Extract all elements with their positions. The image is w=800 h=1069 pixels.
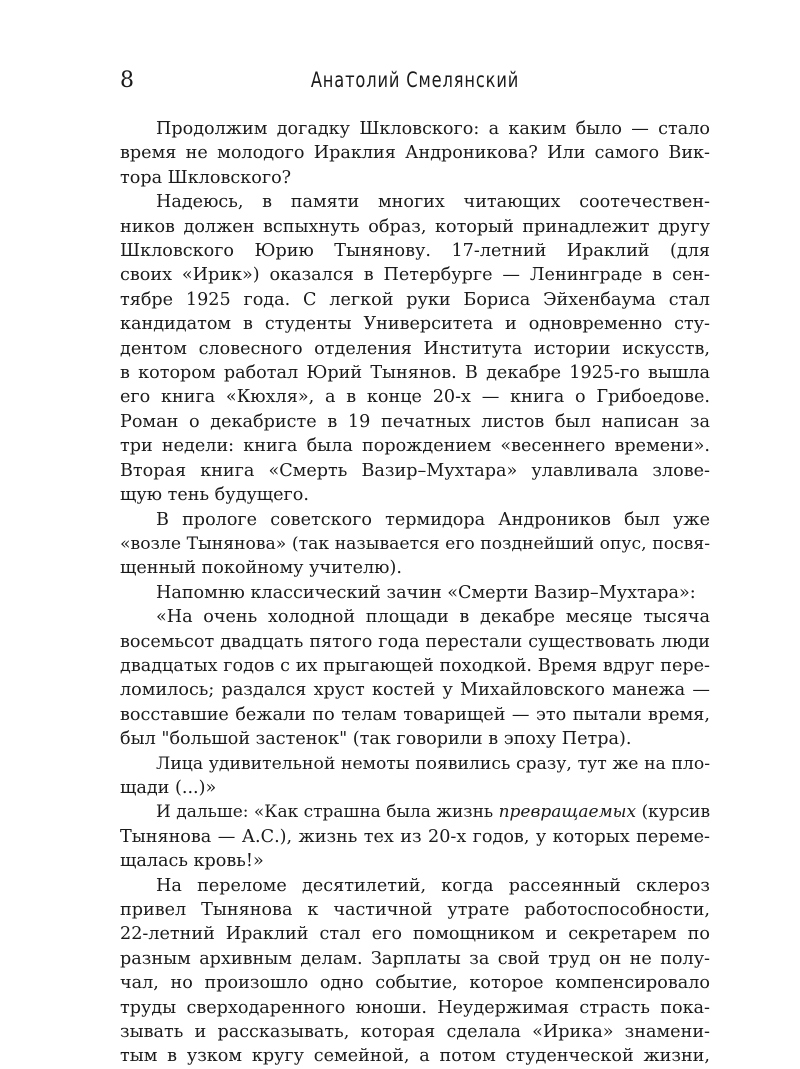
text-line: Вторая книга «Смерть Вазир–Мухтара» улавливала злове-: [120, 460, 710, 481]
text-line: был "большой застенок" (так говорили в эпоху Петра).: [120, 729, 632, 750]
italic-emphasis: превращаемых: [498, 802, 637, 823]
text-line: зывать и рассказывать, которая сделала «Ирика» знамени-: [120, 1022, 710, 1043]
text-line: Тынянова — А.С.), жизнь тех из 20-х годов, у которых переме-: [120, 826, 710, 847]
text-line: Лица удивительной немоты появились сразу, тут же на пло-: [156, 753, 710, 774]
page-number: 8: [120, 68, 134, 93]
text-line: Шкловского Юрию Тынянову. 17-летний Ираклий (для: [120, 241, 710, 262]
text-line: восемьсот двадцать пятого года перестали существовать люди: [120, 631, 710, 652]
text-line: разным архивным делам. Зарплаты за свой труд он не полу-: [120, 948, 710, 969]
text-line: Надеюсь, в памяти многих читающих соотечествен-: [156, 192, 710, 213]
text-line: три недели: книга была порождением «весеннего времени».: [120, 436, 710, 457]
text-line: «На очень холодной площади в декабре месяце тысяча: [156, 607, 710, 628]
text-line: Продолжим догадку Шкловского: а каким было — стало: [156, 119, 710, 139]
text-line: ломилось; раздался хруст костей у Михайловского манежа —: [120, 680, 710, 701]
text-line: двадцатых годов с их прыгающей походкой. Время вдруг пере-: [120, 655, 710, 676]
text-line: Напомню классический зачин «Смерти Вазир–Мухтара»:: [156, 582, 696, 603]
text-line: щенный покойному учителю).: [120, 558, 402, 579]
text-line: В прологе советского термидора Андроников был уже: [156, 509, 710, 530]
text-line: время не молодого Ираклия Андроникова? Или самого Вик-: [120, 143, 710, 164]
running-title: Анатолий Смелянский: [310, 68, 520, 92]
text-line: щади (...)»: [120, 777, 217, 798]
text-line: «возле Тынянова» (так называется его позднейший опус, посвя-: [120, 533, 710, 554]
text-line: тябре 1925 года. С легкой руки Бориса Эйхенбаума стал: [120, 289, 710, 310]
body-text: [120, 117, 710, 1069]
text-line: На переломе десятилетий, когда рассеянный склероз: [156, 875, 710, 896]
text-line: его книга «Кюхля», а в конце 20-х — книга о Грибоедове.: [120, 387, 710, 408]
text-line: 22-летний Ираклий стал его помощником и секретарем по: [120, 924, 710, 945]
text-line: в котором работал Юрий Тынянов. В декабре 1925-го вышла: [120, 363, 710, 384]
text-line: восставшие бежали по телам товарищей — это пытали время,: [120, 704, 710, 725]
text-line: тора Шкловского?: [120, 167, 292, 188]
page-header: [120, 68, 710, 98]
text-line: кандидатом в студенты Университета и одновременно сту-: [120, 314, 710, 335]
text-line: привел Тынянова к частичной утрате работоспособности,: [120, 900, 710, 920]
text-line: труды сверходаренного юноши. Неудержимая страсть пока-: [120, 997, 710, 1018]
text-line-with-italic: [120, 800, 710, 824]
text-line: Роман о декабристе в 19 печатных листов был написан за: [120, 411, 710, 432]
text-line: щалась кровь!»: [120, 851, 264, 872]
text-line: ников должен вспыхнуть образ, который принадлежит другу: [120, 216, 710, 237]
text-line: чал, но произошло одно событие, которое компенсировало: [120, 973, 710, 994]
text-segment: И дальше: «Как страшна была жизнь: [156, 802, 499, 823]
text-segment: (курсив: [636, 802, 711, 823]
text-line: дентом словесного отделения Института истории искусств,: [120, 338, 710, 359]
text-line: щую тень будущего.: [120, 485, 309, 506]
text-line: своих «Ирик») оказался в Петербурге — Ленинграде в сен-: [120, 265, 710, 286]
text-line: тым в узком кругу семейной, а потом студенческой жизни,: [120, 1046, 710, 1067]
